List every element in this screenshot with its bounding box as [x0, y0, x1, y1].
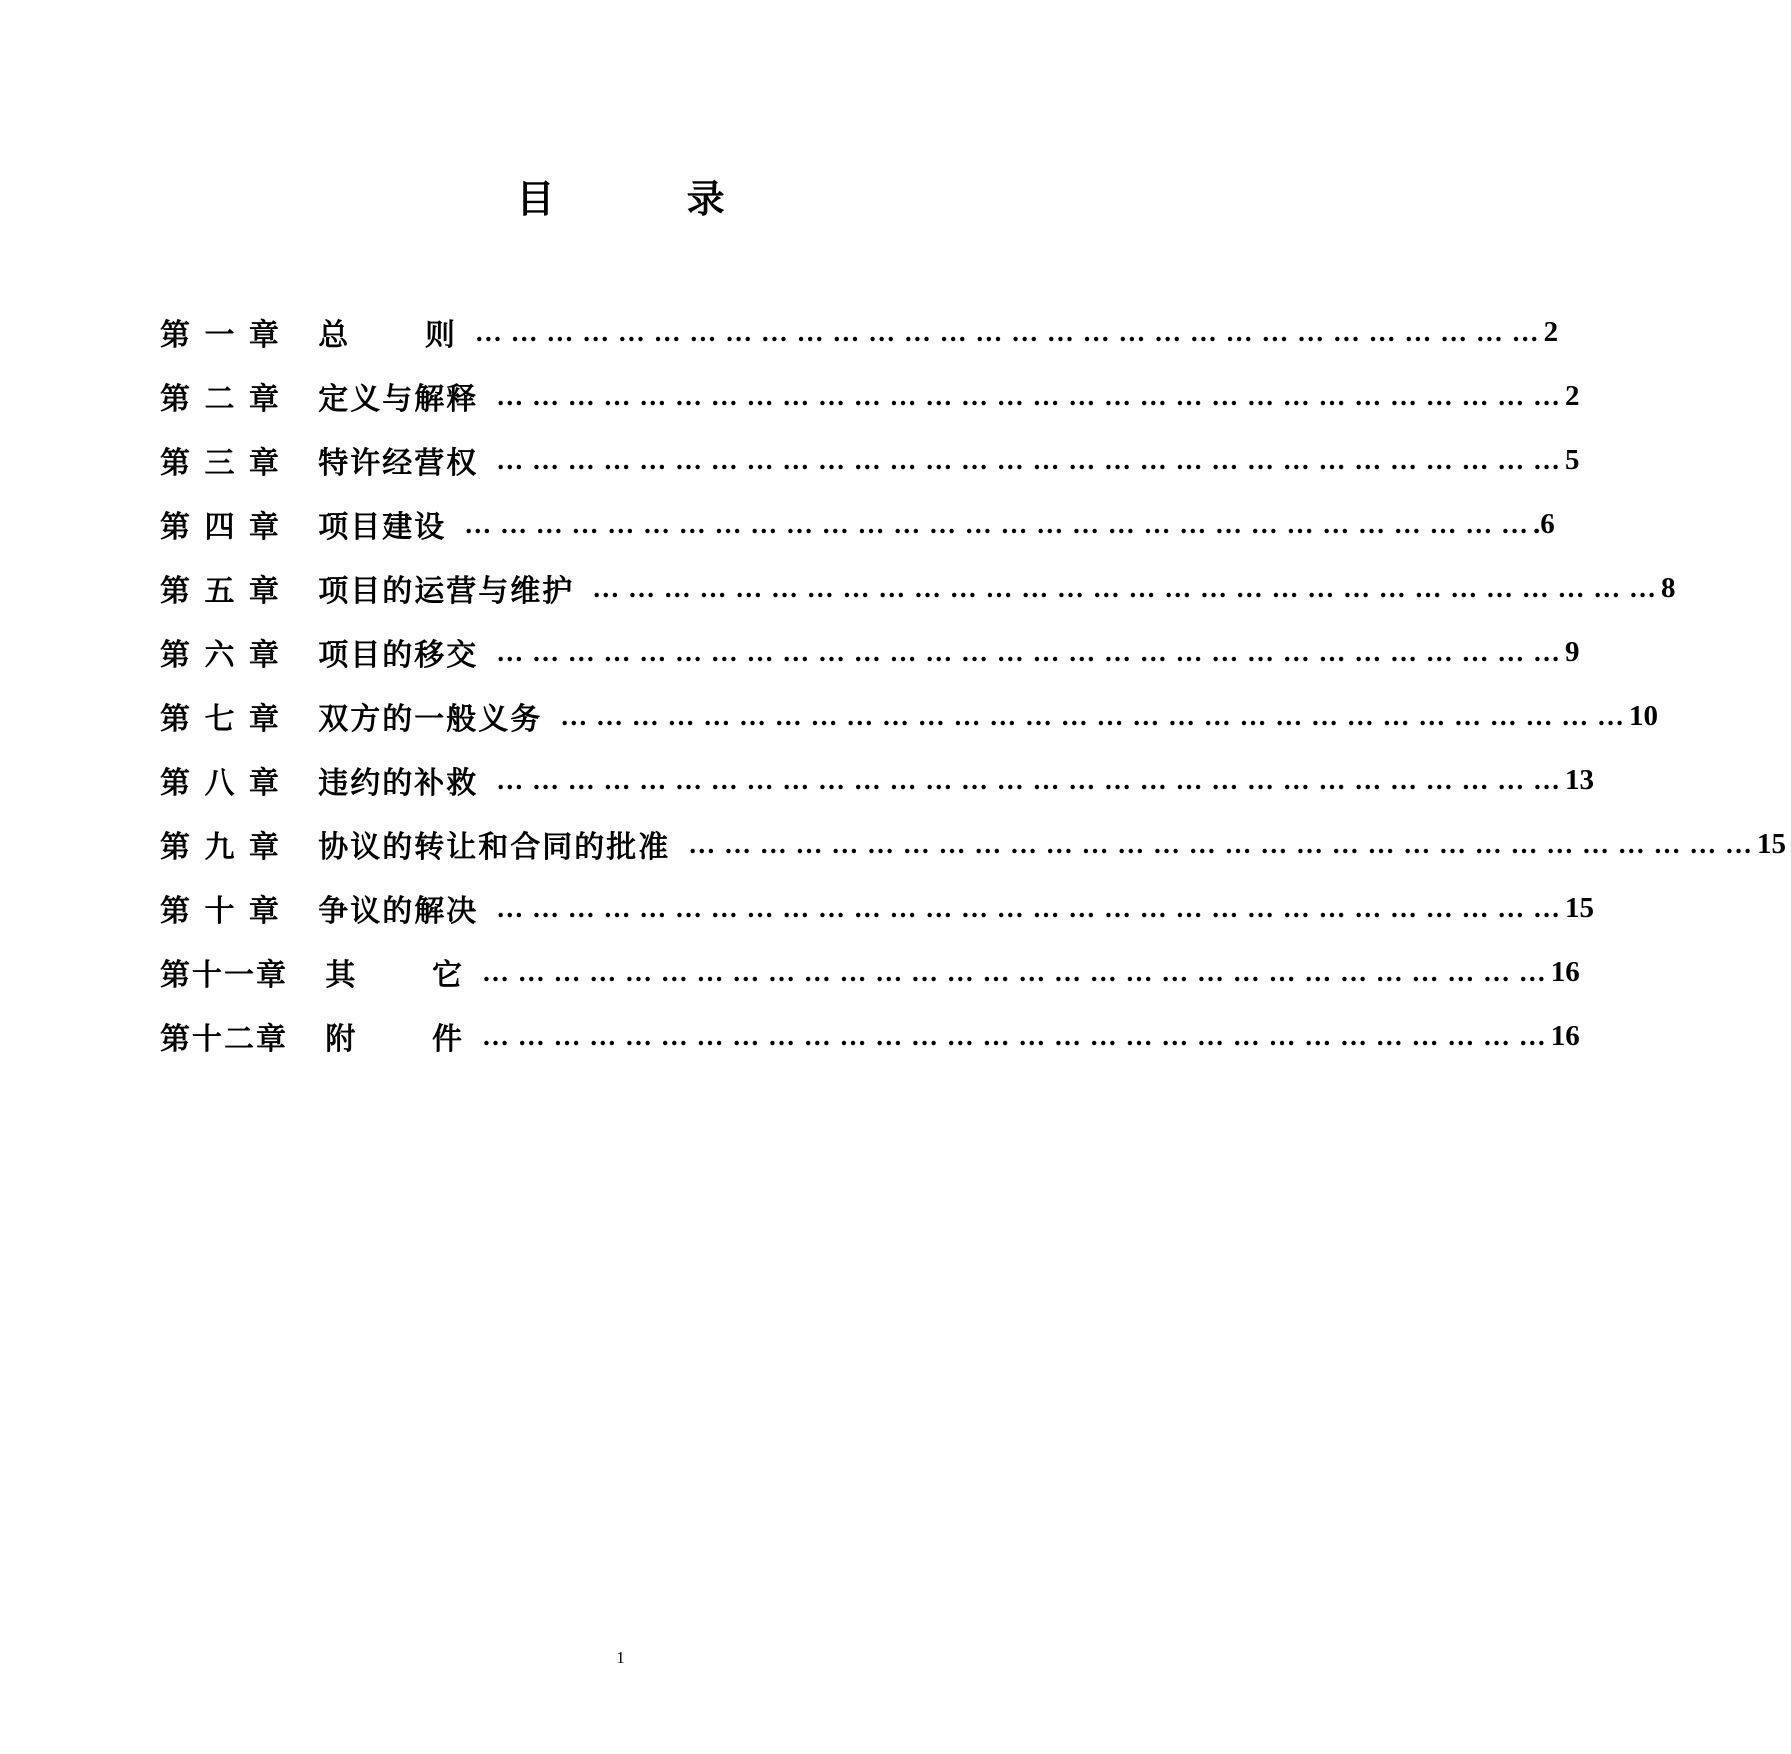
- toc-entry-6[interactable]: [160, 620, 1580, 684]
- toc-entry-1[interactable]: [160, 300, 1559, 364]
- toc-chapter-title: 第 十 章 争议的解决: [160, 894, 479, 929]
- toc-leader-dots: … … … … … … … … … … … … … … … … … … … … … … … … … … … … … …: [592, 572, 1657, 603]
- toc-chapter-title: 第 八 章 违约的补救: [160, 766, 479, 801]
- toc-page-number: 16: [1550, 1019, 1580, 1052]
- toc-page-number: 2: [1564, 379, 1580, 412]
- toc-leader-dots: … … … … … … … … … … … … … … … … … … … … … … … … … … … … … …: [496, 764, 1561, 795]
- toc-page-number: 2: [1543, 315, 1559, 348]
- toc-chapter-title: 第 二 章 定义与解释: [160, 382, 479, 417]
- toc-page-number: 15: [1564, 891, 1594, 924]
- toc-chapter-title: 第十一章 其 它: [160, 958, 464, 993]
- toc-chapter-title: 第 九 章 协议的转让和合同的批准: [160, 830, 671, 865]
- toc-entry-11[interactable]: [160, 940, 1580, 1004]
- toc-page-number: 10: [1628, 699, 1658, 732]
- toc-entry-12[interactable]: [160, 1004, 1580, 1068]
- toc-leader-dots: … … … … … … … … … … … … … … … … … … … … … … … … … … … … … …: [482, 956, 1547, 987]
- toc-leader-dots: … … … … … … … … … … … … … … … … … … … … … … … … … … … … … …: [482, 1020, 1547, 1051]
- toc-entry-10[interactable]: [160, 876, 1594, 940]
- toc-chapter-title: 第 五 章 项目的运营与维护: [160, 574, 575, 609]
- toc-entry-3[interactable]: [160, 428, 1580, 492]
- toc-leader-dots: … … … … … … … … … … … … … … … … … … … … … … … … … … … … … …: [496, 892, 1561, 923]
- toc-leader-dots: … … … … … … … … … … … … … … … … … … … … … … … … … … … … … …: [496, 636, 1561, 667]
- toc-leader-dots: … … … … … … … … … … … … … … … … … … … … … … … … … … … … … …: [496, 380, 1561, 411]
- toc-page-number: .6: [1532, 507, 1555, 540]
- toc-page-number: 15: [1756, 827, 1786, 860]
- toc-entry-7[interactable]: [160, 684, 1658, 748]
- toc-page-number: 9: [1564, 635, 1580, 668]
- toc-page-number: 13: [1564, 763, 1594, 796]
- page-number: 1: [616, 1648, 625, 1667]
- toc-chapter-title: 第 四 章 项目建设: [160, 510, 447, 545]
- toc-entry-2[interactable]: [160, 364, 1580, 428]
- toc-page-number: 8: [1660, 571, 1676, 604]
- toc-entry-4[interactable]: [160, 492, 1555, 556]
- toc-page-number: 5: [1564, 443, 1580, 476]
- toc-leader-dots: … … … … … … … … … … … … … … … … … … … … … … … … … … … … … …: [560, 700, 1625, 731]
- toc-chapter-title: 第 六 章 项目的移交: [160, 638, 479, 673]
- toc-entry-5[interactable]: [160, 556, 1676, 620]
- toc-entry-8[interactable]: [160, 748, 1594, 812]
- page-title: 目 录: [516, 176, 725, 221]
- toc-chapter-title: 第 一 章 总 则: [160, 318, 457, 353]
- toc-entry-9[interactable]: [160, 812, 1786, 876]
- toc-leader-dots: … … … … … … … … … … … … … … … … … … … … … … … … … … … … … …: [464, 508, 1529, 539]
- toc-leader-dots: … … … … … … … … … … … … … … … … … … … … … … … … … … … … … …: [496, 444, 1561, 475]
- toc-leader-dots: … … … … … … … … … … … … … … … … … … … … … … … … … … … … … …: [688, 828, 1753, 859]
- toc-chapter-title: 第 三 章 特许经营权: [160, 446, 479, 481]
- toc-chapter-title: 第十二章 附 件: [160, 1022, 464, 1057]
- table-of-contents: [160, 300, 1786, 1068]
- toc-page-number: 16: [1550, 955, 1580, 988]
- toc-chapter-title: 第 七 章 双方的一般义务: [160, 702, 543, 737]
- toc-leader-dots: … … … … … … … … … … … … … … … … … … … … … … … … … … … … … …: [474, 316, 1540, 347]
